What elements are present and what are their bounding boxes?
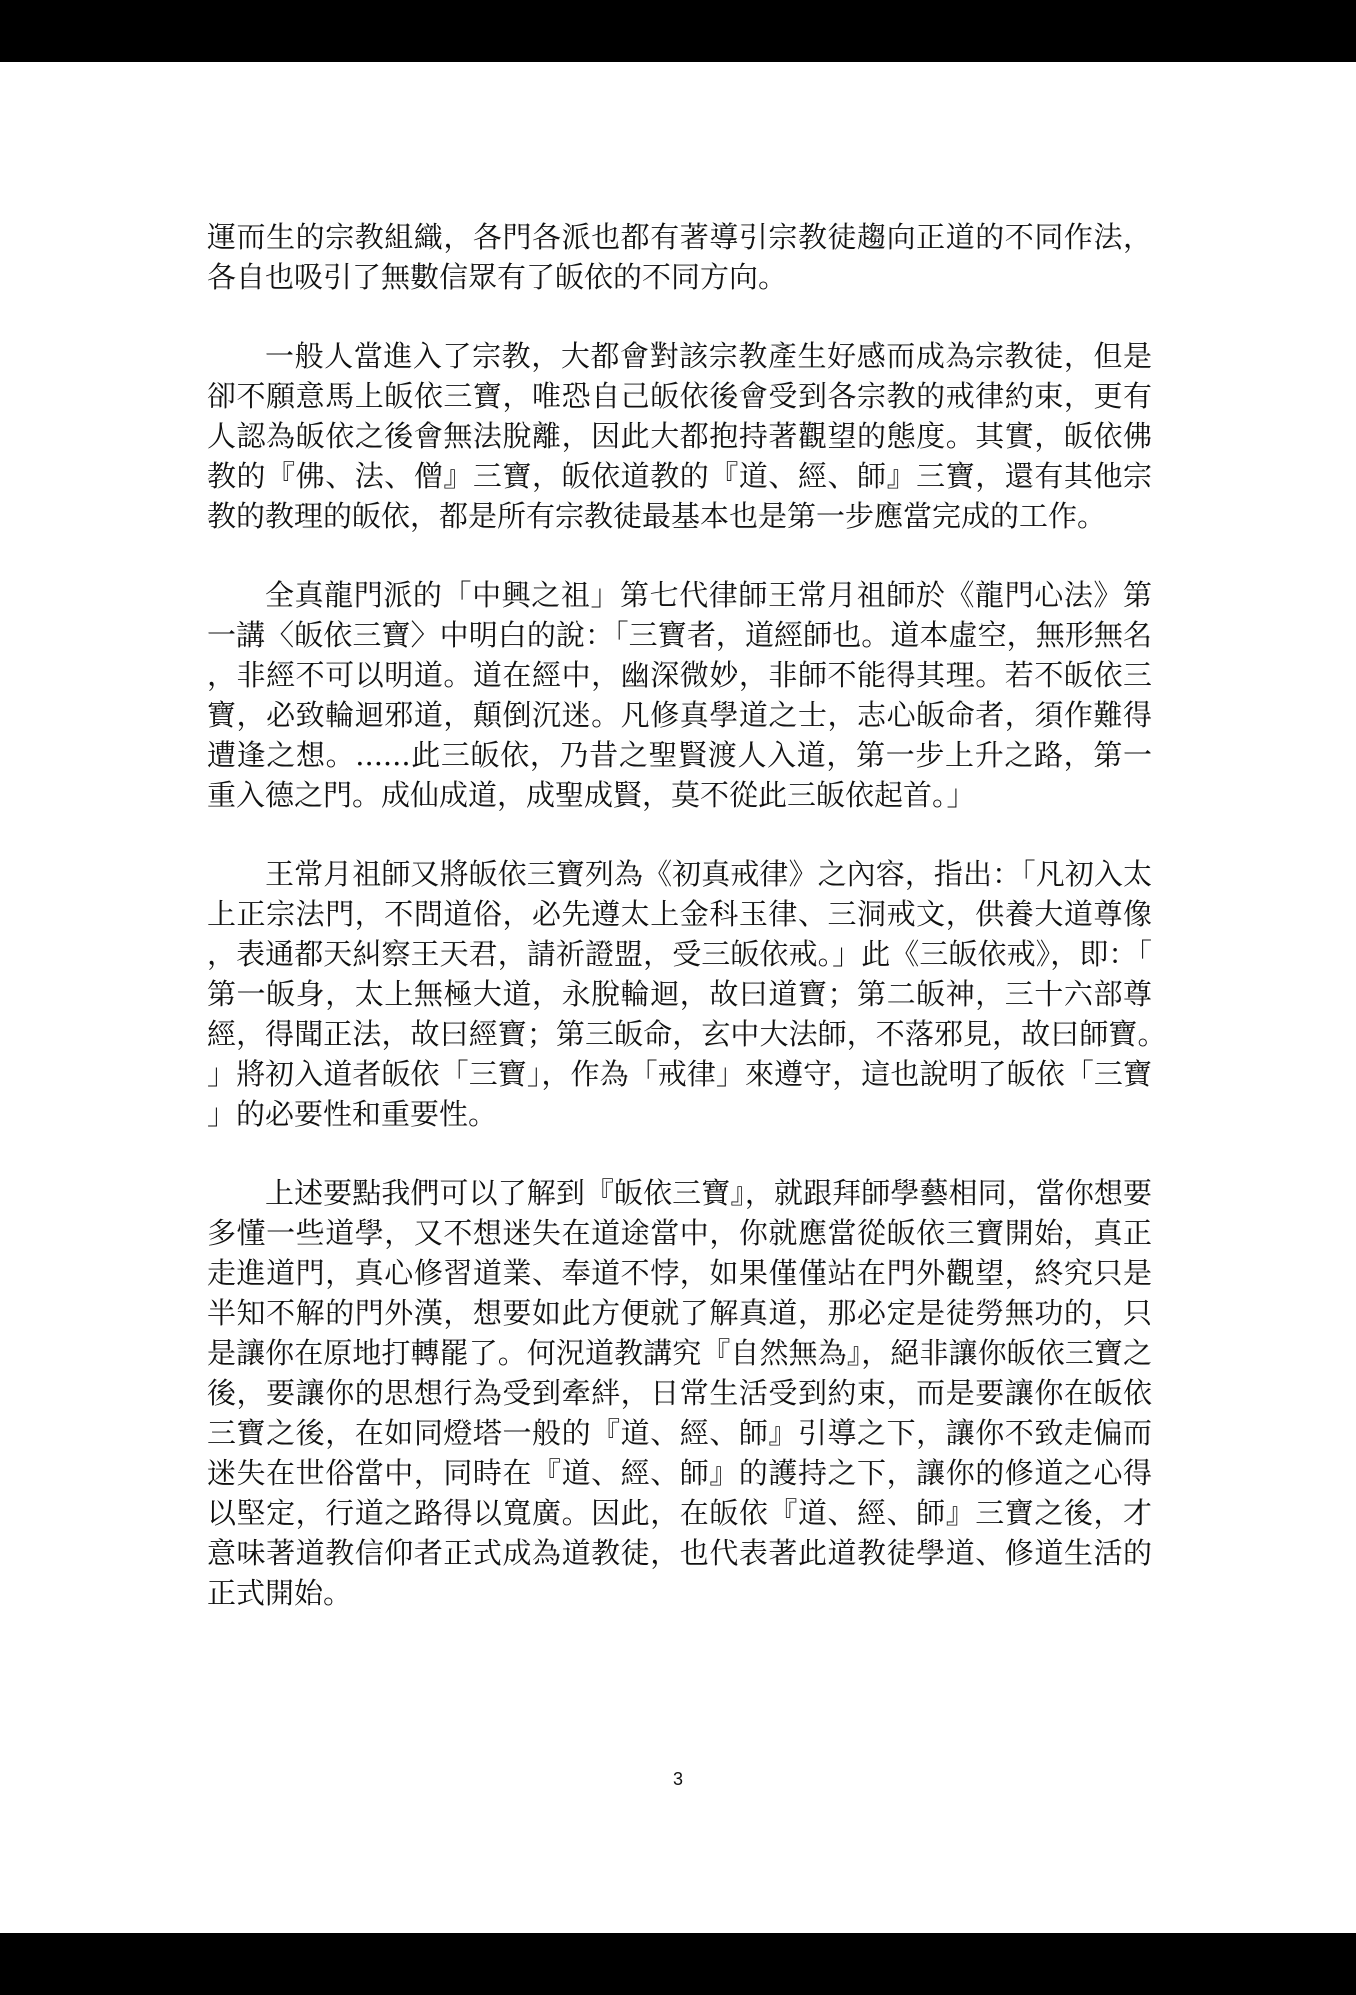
bottom-black-bar <box>0 1933 1356 1995</box>
top-black-bar <box>0 0 1356 62</box>
paragraph-1: 運而生的宗教組織，各門各派也都有著導引宗教徒趨向正道的不同作法，各自也吸引了無數信眾有了皈依的不同方向。 <box>207 220 1152 294</box>
page-number: 3 <box>672 1769 683 1789</box>
paragraph-4: 王常月祖師又將皈依三寶列為《初真戒律》之內容，指出：「凡初入太上正宗法門，不問道俗，必先遵太上金科玉律、三洞戒文，供養大道尊像，表通都天糾察王天君，請祈證盟，受三皈依戒。」此《三皈依戒》，即：「第一皈身，太上無極大道，永脫輪迴，故曰道寶；第二皈神，三十六部尊經，得聞正法，故曰經寶；第三皈命，玄中大法師，不落邪見，故曰師寶。」將初入道者皈依「三寶」，作為「戒律」來遵守，這也說明了皈依「三寶」的必要性和重要性。 <box>207 857 1152 1131</box>
document-page <box>0 62 1356 1933</box>
paragraph-2: 一般人當進入了宗教，大都會對該宗教產生好感而成為宗教徒，但是卻不願意馬上皈依三寶，唯恐自己皈依後會受到各宗教的戒律約束，更有人認為皈依之後會無法脫離，因此大都抱持著觀望的態度。其實，皈依佛教的『佛、法、僧』三寶，皈依道教的『道、經、師』三寶，還有其他宗教的教理的皈依，都是所有宗教徒最基本也是第一步應當完成的工作。 <box>207 339 1152 533</box>
paragraph-5: 上述要點我們可以了解到『皈依三寶』，就跟拜師學藝相同，當你想要多懂一些道學，又不想迷失在道途當中，你就應當從皈依三寶開始，真正走進道門，真心修習道業、奉道不悖，如果僅僅站在門外觀望，終究只是半知不解的門外漢，想要如此方便就了解真道，那必定是徒勞無功的，只是讓你在原地打轉罷了。何況道教講究『自然無為』，絕非讓你皈依三寶之後，要讓你的思想行為受到牽絆，日常生活受到約束，而是要讓你在皈依三寶之後，在如同燈塔一般的『道、經、師』引導之下，讓你不致走偏而迷失在世俗當中，同時在『道、經、師』的護持之下，讓你的修道之心得以堅定，行道之路得以寬廣。因此，在皈依『道、經、師』三寶之後，才意味著道教信仰者正式成為道教徒，也代表著此道教徒學道、修道生活的正式開始。 <box>207 1176 1152 1610</box>
paragraph-3: 全真龍門派的「中興之祖」第七代律師王常月祖師於《龍門心法》第一講〈皈依三寶〉中明白的說：「三寶者，道經師也。道本虛空，無形無名，非經不可以明道。道在經中，幽深微妙，非師不能得其理。若不皈依三寶，必致輪迴邪道，顛倒沉迷。凡修真學道之士，志心皈命者，須作難得遭逢之想。......此三皈依，乃昔之聖賢渡人入道，第一步上升之路，第一重入德之門。成仙成道，成聖成賢，莫不從此三皈依起首。」 <box>207 578 1152 812</box>
page-body <box>207 217 1152 1652</box>
